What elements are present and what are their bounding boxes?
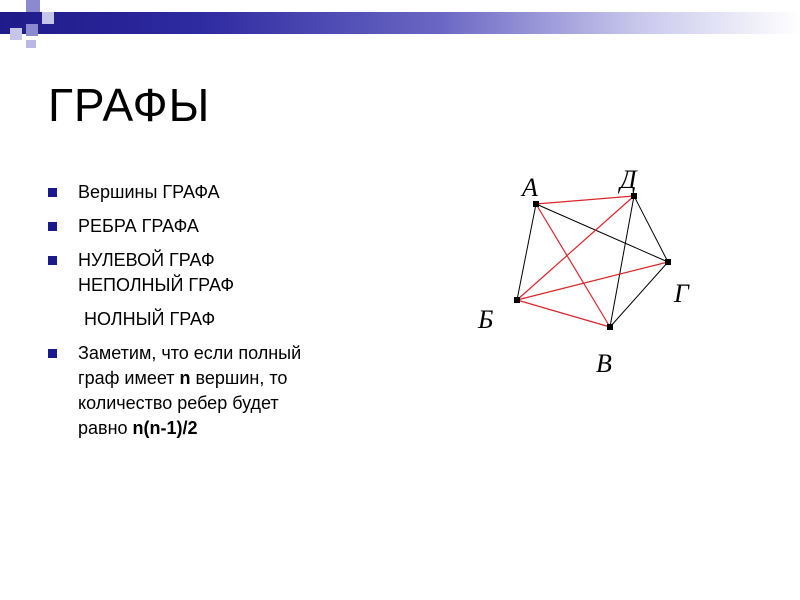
vertex-label-a: А bbox=[522, 173, 538, 202]
edge-a-g bbox=[536, 204, 668, 262]
note-line-4: равно n(n-1)/2 bbox=[78, 418, 198, 438]
note-line-3: количество ребер будет bbox=[78, 393, 279, 413]
edge-g-v bbox=[610, 262, 668, 327]
sub-item-complete-graph: НОЛНЫЙ ГРАФ bbox=[84, 309, 216, 329]
vertex-label-g: Г bbox=[674, 279, 689, 308]
bullet-square-icon bbox=[48, 256, 57, 265]
edge-a-d bbox=[536, 196, 634, 204]
note-line-1: Заметим, что если полный bbox=[78, 343, 302, 363]
vertex-label-d: Д bbox=[620, 165, 637, 194]
corner-square-4 bbox=[42, 12, 54, 24]
vertex-v bbox=[607, 324, 613, 330]
bullet-square-icon bbox=[48, 222, 57, 231]
bullet-item-graph-types: НУЛЕВОЙ ГРАФ НЕПОЛНЫЙ ГРАФ bbox=[48, 248, 388, 298]
bullet-item-edges: РЕБРА ГРАФА bbox=[48, 214, 388, 239]
bullet-square-icon bbox=[48, 349, 57, 358]
vertex-b bbox=[514, 297, 520, 303]
corner-square-5 bbox=[10, 28, 22, 40]
corner-square-3 bbox=[26, 24, 38, 36]
edge-g-b bbox=[517, 262, 668, 300]
complete-graph-diagram bbox=[460, 150, 720, 390]
header-gradient-bar bbox=[0, 12, 800, 34]
bullet-list bbox=[48, 180, 388, 441]
edge-d-v bbox=[610, 196, 634, 327]
corner-square-6 bbox=[26, 40, 36, 48]
bullet-item-vertices: Вершины ГРАФА bbox=[48, 180, 388, 205]
edge-d-g bbox=[634, 196, 668, 262]
vertex-label-b: Б bbox=[478, 305, 494, 334]
vertex-label-v: В bbox=[596, 349, 612, 378]
bullet-item-note bbox=[48, 341, 388, 441]
note-line-2: граф имеет n вершин, то bbox=[78, 368, 288, 388]
corner-square-2 bbox=[26, 0, 40, 12]
vertex-g bbox=[665, 259, 671, 265]
corner-square-1 bbox=[10, 12, 22, 24]
page-title: ГРАФЫ bbox=[48, 79, 211, 131]
bullet-square-icon bbox=[48, 188, 57, 197]
